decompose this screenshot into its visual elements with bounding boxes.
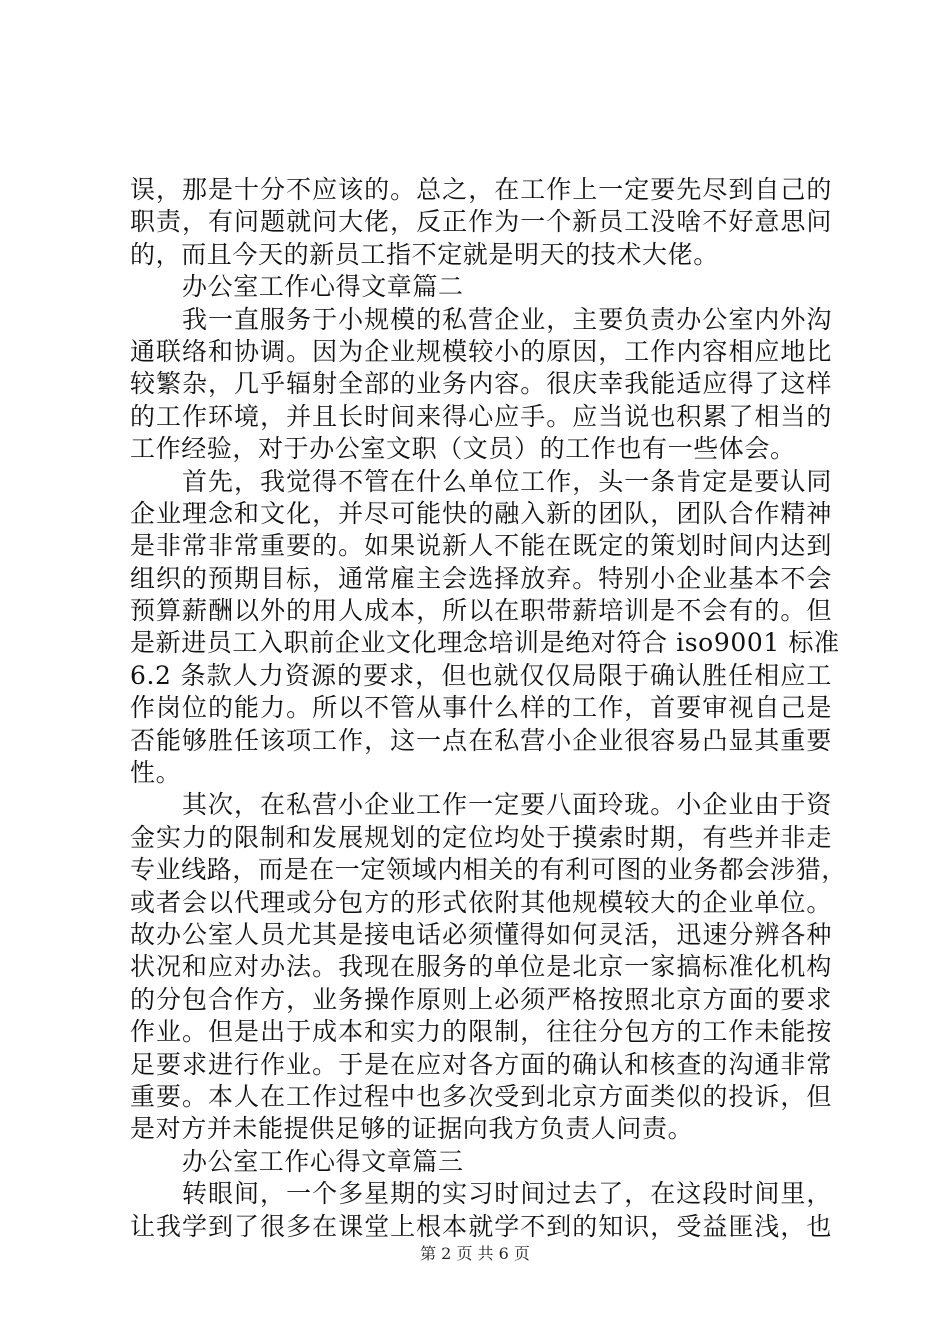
text-line: 性。 [130, 758, 182, 788]
text-line: 我一直服务于小规模的私营企业，主要负责办公室内外沟 [182, 304, 832, 334]
text-line: 作岗位的能力。所以不管从事什么样的工作，首要审视自己是 [130, 693, 832, 723]
text-line: 误，那是十分不应该的。总之，在工作上一定要先尽到自己的 [130, 175, 832, 204]
text-line: 重要。本人在工作过程中也多次受到北京方面类似的投诉，但 [130, 1081, 832, 1111]
text-line: 较繁杂，几乎辐射全部的业务内容。很庆幸我能适应得了这样 [130, 369, 832, 399]
text-line: 通联络和协调。因为企业规模较小的原因，工作内容相应地比 [130, 336, 832, 366]
text-line: 是非常非常重要的。如果说新人不能在既定的策划时间内达到 [130, 531, 832, 561]
text-line: 企业理念和文化，并尽可能快的融入新的团队，团队合作精神 [130, 498, 832, 528]
text-line: 组织的预期目标，通常雇主会选择放弃。特别小企业基本不会 [130, 563, 832, 593]
text-line: 6.2 条款人力资源的要求，但也就仅仅局限于确认胜任相应工 [130, 660, 832, 690]
text-line: 其次，在私营小企业工作一定要八面玲珑。小企业由于资 [182, 790, 832, 820]
text-line: 的分包合作方，业务操作原则上必须严格按照北京方面的要求 [130, 984, 832, 1014]
text-line: 职责，有问题就问大佬，反正作为一个新员工没啥不好意思问 [130, 207, 832, 237]
text-line: 是对方并未能提供足够的证据向我方负责人问责。 [130, 1114, 694, 1144]
text-line: 首先，我觉得不管在什么单位工作，头一条肯定是要认同 [182, 466, 832, 496]
text-line: 的，而且今天的新员工指不定就是明天的技术大佬。 [130, 239, 719, 269]
text-line: 工作经验，对于办公室文职（文员）的工作也有一些体会。 [130, 434, 796, 464]
page-number-footer: 第 2 页 共 6 页 [420, 1244, 530, 1263]
document-body [130, 174, 847, 1243]
text-line: 的工作环境，并且长时间来得心应手。应当说也积累了相当的 [130, 401, 832, 431]
text-line: 金实力的限制和发展规划的定位均处于摸索时期，有些并非走 [130, 822, 832, 852]
text-line: 或者会以代理或分包方的形式依附其他规模较大的企业单位。 [130, 887, 832, 917]
text-line: 足要求进行作业。于是在应对各方面的确认和核查的沟通非常 [130, 1049, 832, 1079]
text-line: 是新进员工入职前企业文化理念培训是绝对符合 iso9001 标准 [130, 628, 840, 658]
text-line: 故办公室人员尤其是接电话必须懂得如何灵活，迅速分辨各种 [130, 919, 832, 949]
text-line: 转眼间，一个多星期的实习时间过去了，在这段时间里， [182, 1179, 832, 1209]
text-line: 办公室工作心得文章篇三 [182, 1146, 464, 1176]
text-line: 状况和应对办法。我现在服务的单位是北京一家搞标准化机构 [130, 952, 832, 982]
text-line: 办公室工作心得文章篇二 [182, 272, 464, 302]
text-line: 专业线路，而是在一定领域内相关的有利可图的业务都会涉猎， [130, 855, 847, 885]
text-line: 预算薪酬以外的用人成本，所以在职带薪培训是不会有的。但 [130, 596, 832, 626]
text-line: 作业。但是出于成本和实力的限制，往往分包方的工作未能按 [130, 1017, 832, 1047]
text-line: 让我学到了很多在课堂上根本就学不到的知识，受益匪浅，也 [130, 1211, 832, 1241]
text-line: 否能够胜任该项工作，这一点在私营小企业很容易凸显其重要 [130, 725, 832, 755]
